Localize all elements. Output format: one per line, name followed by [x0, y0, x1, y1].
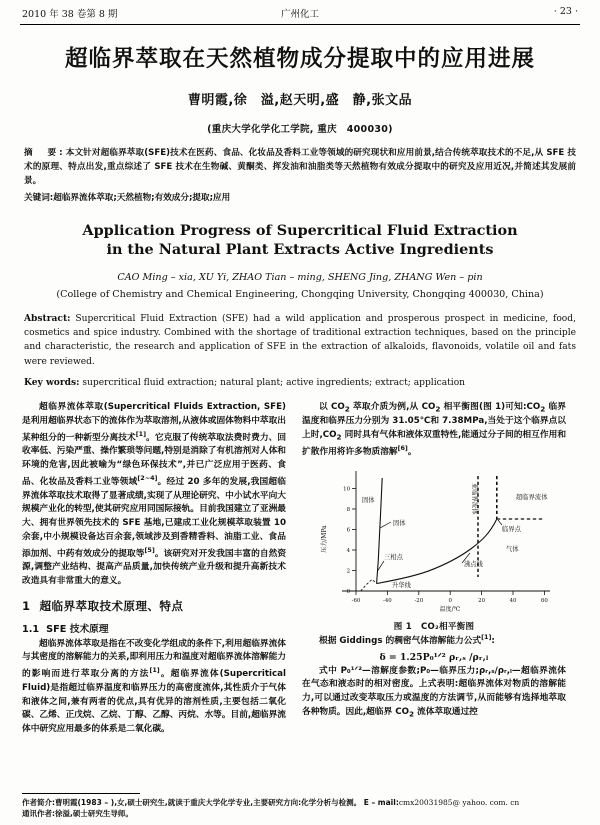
- svg-text:60: 60: [540, 598, 548, 605]
- abstract-text-english: Supercritical Fluid Extraction (SFE) had a wild application and prosperous prospect in medicine, food, cosmetics and spice industry. Combined with the shortage of traditional extraction techniques, based on the principle and characteristic, the research and application of SFE in the extraction of alkaloids, flavonoids, volatile oil and fats were reviewed.: [24, 314, 576, 367]
- figure-1-number: 图 1: [393, 622, 412, 633]
- rc-p1-sub1: 2: [344, 405, 350, 415]
- svg-text:-60: -60: [351, 598, 361, 605]
- left-column: [22, 401, 286, 737]
- svg-text:4: 4: [346, 548, 350, 555]
- figure-1-co2-phase-diagram: [302, 465, 566, 632]
- svg-text:8: 8: [346, 507, 350, 514]
- abstract-label-english: Abstract:: [24, 313, 71, 325]
- abstract-chinese: [24, 147, 576, 189]
- y-axis-ticks: [352, 489, 356, 592]
- boiling-curve: [377, 519, 497, 584]
- label-solid-upper: 固体: [362, 497, 375, 505]
- keywords-label-chinese: 关键词:: [24, 192, 54, 203]
- rc-p1-sub3: 2: [540, 405, 546, 415]
- rc-p1-sub2: 2: [435, 405, 441, 415]
- footnote-corresponding-author: 通讯作者:徐溢,硕士研究生导师。: [22, 808, 133, 818]
- abstract-english: [24, 312, 576, 368]
- figure-1-title: CO₂相平衡图: [420, 622, 475, 633]
- page-title: 超临界萃取在天然植物成分提取中的应用进展: [64, 46, 535, 72]
- running-head-left: 2010 年 38 卷第 8 期: [22, 9, 118, 20]
- right-column: [302, 401, 566, 737]
- rc-p1-e: 同时具有气体和液体双重特性,能通过分子间的相互作用和扩散作用将许多物质溶解: [302, 430, 567, 458]
- svg-text:10: 10: [343, 486, 350, 493]
- right-paragraph-2: [302, 632, 566, 649]
- rc-p3-b: 流体萃取通过控: [414, 706, 478, 717]
- label-boiling-line: 沸点线: [464, 561, 483, 569]
- affiliation-chinese: (重庆大学化学化工学院, 重庆 400030): [207, 124, 393, 135]
- svg-text:6: 6: [346, 527, 350, 534]
- svg-text:-40: -40: [383, 598, 392, 605]
- title-english-line1: Application Progress of Supercritical Fluid Extraction: [82, 221, 518, 239]
- rc-p1-sub4: 2: [336, 432, 342, 442]
- title-english-line2: in the Natural Plant Extracts Active Ingredients: [106, 241, 494, 259]
- section-1-number: 1: [22, 598, 31, 613]
- section-1-1-title: SFE 技术原理: [46, 623, 109, 635]
- document-page: [0, 6, 600, 825]
- keywords-text-chinese: 超临界流体萃取;天然植物;有效成分;提取;应用: [53, 192, 231, 203]
- label-solid-lower: 固体: [393, 520, 406, 528]
- lc-p1-c: 。经过 20 多年的发展,我国超临界流体萃取技术取得了显著成绩,实现了从理论研究、中小试水平向大规模产业化的转型,使其研究应用同国际接轨。目前我国建立了亚洲最大、拥有世界领先技术的 SFE 基地,已建成工业化规模萃取装置 10 余套,中小规模设备达百余套,领域涉及到香精香料、油脂工业、食品添加剂、中药有效成分的提取等: [22, 476, 286, 559]
- x-axis-labels: [352, 598, 549, 604]
- footnote-author-bio: [22, 797, 578, 808]
- label-triple-point: 三相点: [384, 554, 403, 562]
- authors-chinese: 曹明霞,徐 溢,赵天明,盛 静,张文品: [187, 93, 413, 108]
- rc-p1-ref: [6]: [397, 444, 408, 453]
- lc-p1-ref2: [2~4]: [137, 473, 158, 482]
- figure-annotations: [362, 492, 548, 589]
- x-axis-title: 温度/℃: [439, 606, 461, 614]
- rc-p1-b: 萃取介质为例,从 CO: [349, 402, 436, 413]
- rc-p2-ref: [1]: [481, 633, 492, 642]
- label-subcritical-fluid: 亚临界流体: [471, 483, 478, 515]
- svg-text:0: 0: [346, 589, 350, 596]
- page-title-english: [46, 221, 554, 261]
- rc-p2-b: :: [491, 635, 495, 646]
- svg-text:40: 40: [509, 598, 517, 605]
- body-columns: [22, 401, 578, 737]
- svg-text:20: 20: [478, 598, 486, 605]
- section-heading-1-1: [22, 621, 286, 635]
- label-sublimation: 升华线: [392, 582, 411, 590]
- figure-1-caption: [302, 620, 566, 632]
- rc-p3-sub: 2: [408, 709, 415, 719]
- footnote-block: [22, 793, 578, 820]
- label-supercritical-fluid: 超临界流体: [516, 494, 548, 502]
- lc-p2-ref1: [1]: [149, 666, 160, 675]
- rc-p3-a: 式中 P₀¹ᐟ²—溶解度参数;P₀—临界压力;ρᵣ,ₛ/ρᵣ,ₗ—超临界流体在气态和液态时的相对密度。上式表明:超临界流体对物质的溶解能力,可以通过改变萃取压力或温度的方法调节,从而能够有选择地萃取各种物质。因此,超临界 CO: [302, 665, 566, 717]
- header-rule: [20, 24, 580, 25]
- label-gas: 气体: [506, 546, 519, 554]
- section-heading-1: [22, 598, 286, 614]
- x-axis-ticks: [356, 591, 544, 595]
- abstract-label-chinese: 摘 要:: [24, 148, 66, 158]
- right-paragraph-1: [302, 401, 566, 460]
- rc-p2-a: 根据 Giddings 的稠密气体溶解能力公式: [319, 635, 482, 646]
- svg-text:-20: -20: [414, 598, 424, 605]
- lc-p1-ref3: [5]: [144, 545, 155, 554]
- running-head-journal: 广州化工: [280, 9, 320, 20]
- keywords-chinese: [24, 192, 576, 206]
- left-paragraph-1: [22, 401, 286, 588]
- sublimation-curve: [361, 579, 377, 591]
- lc-p2-a: 超临界流体萃取是指在不改变化学组成的条件下,利用超临界流体与其密度的溶解能力的关系,即利用压力和温度对超临界流体溶解能力的影响而进行萃取分离的方法: [22, 638, 286, 680]
- y-axis-labels: [343, 487, 350, 596]
- rc-p1-a: 以 CO: [319, 402, 345, 413]
- keywords-text-english: supercritical fluid extraction; natural plant; active ingredients; extract; application: [82, 377, 466, 388]
- svg-text:0: 0: [448, 598, 452, 605]
- lc-p1-ref1: [1]: [135, 429, 147, 438]
- label-critical-point: 临界点: [502, 526, 521, 534]
- annotation-leaders: [378, 520, 503, 571]
- abstract-text-chinese: 本文针对超临界萃取(SFE)技术在医药、食品、化妆品及香料工业等领域的研究现状和应用前景,结合传统萃取技术的不足,从 SFE 技术的原理、特点出发,重点综述了 SFE 技术在生物碱、黄酮类、挥发油和油脂类等天然植物有效成分提取中的研究及应用近况,并简述其发展前景。: [24, 148, 577, 186]
- lc-p1-a: 超临界流体萃取(Supercritical Fluids Extraction, SFE)是利用超临界状态下的流体作为萃取溶剂,从液体或固体物料中萃取出某种组分的一种新型分离技术: [22, 402, 286, 443]
- y-axis-title: 压力/MPa: [321, 525, 328, 553]
- footnote-email[interactable]: cmx20031985@ yahoo. com. cn: [398, 797, 520, 807]
- svg-text:2: 2: [346, 568, 350, 575]
- lc-p2-b: 。超临界流体(Supercritical Fluid)是指超过临界温度和临界压力的高密度流体,其性质介于气体和液体之间,兼有两者的优点,具有优异的溶剂性质,主要包括二氧化碳、乙烯、正戊烷、乙烷、丁醇、乙醇、丙烷、水等。目前,超临界流体中研究应用最多的体系是二氧化碳。: [22, 669, 287, 735]
- rc-p1-f: 。: [407, 447, 417, 458]
- phase-diagram-svg: [310, 465, 558, 617]
- keywords-label-english: Key words:: [24, 376, 80, 388]
- footnote-rule: [22, 793, 140, 794]
- section-1-1-number: 1.1: [22, 623, 40, 635]
- authors-english: CAO Ming – xia, XU Yi, ZHAO Tian – ming, SHENG Jing, ZHANG Wen – pin: [117, 272, 483, 284]
- page-number: · 23 ·: [553, 6, 578, 17]
- right-paragraph-3: [302, 665, 566, 720]
- giddings-formula: δ = 1.25P₀¹ᐟ² ρᵣ,ₛ /ρᵣ,ₗ: [379, 651, 489, 663]
- footnote-bio-text: 作者简介:曹明霞(1983 – ),女,硕士研究生,就读于重庆大学化学专业,主要研究方向:化学分析与检测。 E – mail:: [22, 797, 399, 807]
- affiliation-english: (College of Chemistry and Chemical Engineering, Chongqing University, Chongqing 400030, China): [56, 289, 544, 301]
- running-head: [22, 6, 578, 22]
- rc-p1-c: 相平衡图(图 1)可知:CO: [440, 402, 541, 413]
- keywords-english: [24, 376, 576, 391]
- rc-p1-d: 临界温度和临界压力分别为 31.05℃和 7.38MPa,当处于这个临界点以上时,CO: [302, 402, 566, 441]
- lc-p1-b: 。它克服了传统萃取法费时费力、回收率低、污染严重、操作繁琐等问题,特别是消除了有机溶剂对人体和环境的危害,因此被喻为“绿色环保技术”,并已广泛应用于医药、食品、化妆品及香料工业等领域: [22, 432, 287, 487]
- left-paragraph-2: [22, 638, 286, 737]
- lc-p1-d: 。该研究对开发我国丰富的自然资源,调整产业结构、提高产品质量,加快传统产业升级和提升高新技术改造具有非常重大的意义。: [22, 548, 287, 586]
- section-1-title: 超临界萃取技术原理、特点: [39, 598, 184, 613]
